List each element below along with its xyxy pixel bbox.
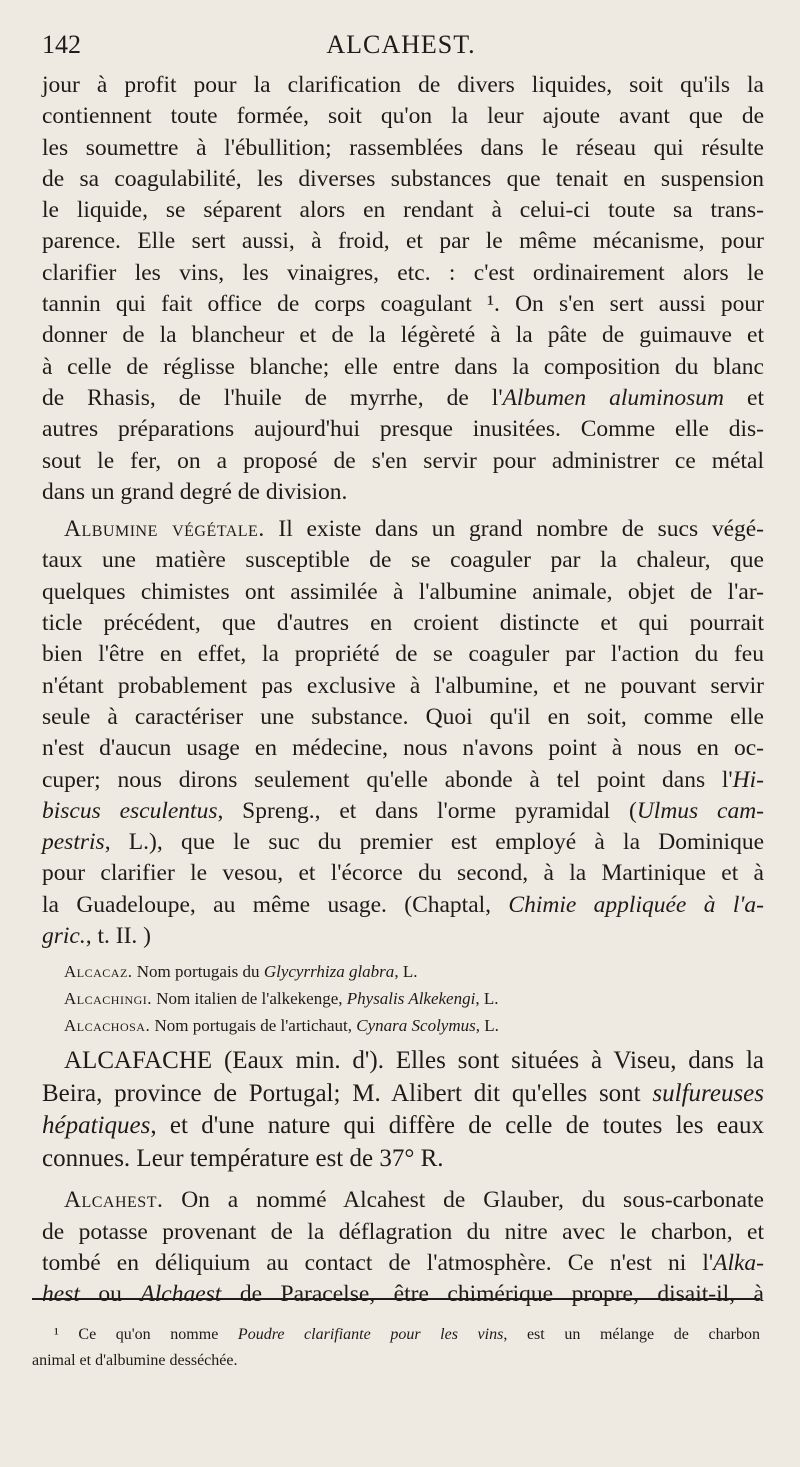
text-line: connues. Leur température est de 37° R. xyxy=(42,1144,444,1172)
page-number: 142 xyxy=(42,30,81,59)
text-line: ALCAFACHE (Eaux min. d'). Elles sont situées à Viseu, dans la xyxy=(64,1047,764,1075)
text-line xyxy=(42,827,764,858)
text-line: ticle précédent, que d'autres en croient distincte et qui pourrait xyxy=(42,610,764,637)
short-entries xyxy=(42,958,764,1039)
text-line xyxy=(42,1078,764,1111)
albumine-animale-continuation xyxy=(42,70,764,508)
latin-name: Physalis Alkekengi xyxy=(346,989,476,1009)
text-line: autres préparations aujourd'hui presque inusitées. Comme elle dis- xyxy=(42,416,764,443)
text-run: On a nommé Alcahest de Glauber, du sous-carbonate xyxy=(163,1187,764,1214)
text-line: de potasse provenant de la déflagration du nitre avec le charbon, et xyxy=(42,1218,764,1245)
text-line: le liquide, se séparent alors en rendant à celui-ci toute sa trans- xyxy=(42,197,764,224)
emphasis: sulfureuses xyxy=(652,1079,764,1107)
text-line xyxy=(42,921,764,952)
dictionary-entry xyxy=(42,958,764,985)
text-line: sout le fer, on a proposé de s'en servir pour administrer ce métal xyxy=(42,447,764,474)
entry-term: Alcacaz. xyxy=(64,962,133,982)
emphasis: Poudre clarifiante pour les vins xyxy=(237,1326,504,1343)
main-text xyxy=(42,70,764,1311)
text-line xyxy=(42,765,764,796)
book-title: gric. xyxy=(42,923,86,950)
text-line: taux une matière susceptible de se coaguler par la chaleur, que xyxy=(42,547,764,574)
text-run: ou xyxy=(79,1281,141,1308)
spacer xyxy=(42,1175,764,1185)
text-run: de Paracelse, être chimérique propre, disait-il, à xyxy=(221,1281,764,1308)
footnote-line: animal et d'albumine desséchée. xyxy=(32,1352,238,1369)
emphasis: Alka- xyxy=(713,1249,764,1276)
text-line: bien l'être en effet, la propriété de se coaguler par l'action du feu xyxy=(42,641,764,668)
text-line: à celle de réglisse blanche; elle entre dans la composition du blanc xyxy=(42,353,764,380)
latin-name: Ulmus cam- xyxy=(636,797,764,824)
text-run: , L. xyxy=(475,1016,499,1036)
text-line: contiennent toute formée, soit qu'on la leur ajoute avant que de xyxy=(42,103,764,130)
text-line xyxy=(42,1185,764,1216)
text-line: donner de la blancheur et de la légèreté à la pâte de guimauve et xyxy=(42,322,764,349)
text-line: tannin qui fait office de corps coagulant ¹. On s'en sert aussi pour xyxy=(42,291,764,318)
latin-name: Hi- xyxy=(732,766,764,793)
text-line xyxy=(42,796,764,827)
latin-name: Albumen aluminosum xyxy=(502,384,725,411)
text-line: dans un grand degré de division. xyxy=(42,478,348,505)
entry-term: Alcachosa. xyxy=(64,1016,151,1036)
alcahest-entry xyxy=(42,1185,764,1310)
text-line: seule à caractériser une substance. Quoi qu'il en soit, comme elle xyxy=(42,703,764,730)
text-line xyxy=(42,1110,764,1143)
text-run: , L. xyxy=(475,989,499,1009)
page-header xyxy=(42,22,760,62)
text-run: Nom portugais de l'artichaut, xyxy=(150,1016,357,1036)
entry-term: Alcahest. xyxy=(64,1187,164,1214)
text-line: de sa coagulabilité, les diverses substances que tenait en suspension xyxy=(42,165,764,192)
text-run: Beira, province de Portugal; M. Alibert dit qu'elles sont xyxy=(42,1079,653,1107)
text-line: les soumettre à l'ébullition; rassemblées dans le réseau qui résulte xyxy=(42,134,764,161)
text-run: , est un mélange de charbon xyxy=(503,1326,761,1343)
text-run: ¹ Ce qu'on nomme xyxy=(54,1326,238,1343)
text-line: parence. Elle sert aussi, à froid, et par le même mécanisme, pour xyxy=(42,228,764,255)
text-line: n'étant probablement pas exclusive à l'albumine, et ne pouvant servir xyxy=(42,672,764,699)
text-line xyxy=(42,1248,764,1279)
book-title: Chimie appliquée à l'a- xyxy=(508,891,764,918)
text-run: tombé en déliquium au contact de l'atmosphère. Ce n'est ni l' xyxy=(42,1249,714,1276)
text-line: de Rhasis, de l'huile de myrrhe, de l'Albumen aluminosum et xyxy=(42,384,764,411)
text-run: , Spreng., et dans l'orme pyramidal ( xyxy=(217,797,637,824)
entry-text: Il existe dans un grand nombre de sucs végé- xyxy=(278,516,765,543)
footnote xyxy=(32,1322,760,1374)
text-line: jour à profit pour la clarification de divers liquides, soit qu'ils la xyxy=(42,72,764,98)
latin-name: biscus esculentus xyxy=(42,797,218,824)
text-run: , t. II. ) xyxy=(85,923,151,950)
text-run: , et d'une nature qui diffère de celle de toutes les eaux xyxy=(150,1112,764,1140)
running-title: ALCAHEST. xyxy=(326,30,476,59)
latin-name: Glycyrrhiza glabra xyxy=(263,962,395,982)
emphasis: hest xyxy=(42,1281,80,1308)
albumine-vegetale-entry xyxy=(42,514,764,952)
text-line xyxy=(42,890,764,921)
entry-term: Albumine végétale. xyxy=(64,516,265,543)
footnote-separator xyxy=(32,1298,760,1300)
latin-name: Cynara Scolymus xyxy=(356,1016,476,1036)
entry-term: Alcachingi. xyxy=(64,989,153,1009)
text-line xyxy=(42,514,764,545)
text-run: cuper; nous dirons seulement qu'elle abonde à tel point dans l' xyxy=(42,766,733,793)
text-line xyxy=(42,1279,764,1310)
emphasis: hépatiques xyxy=(42,1112,151,1140)
text-line: n'est d'aucun usage en médecine, nous n'avons point à nous en oc- xyxy=(42,735,764,762)
alcafache-entry xyxy=(42,1045,764,1175)
text-line: quelques chimistes ont assimilée à l'albumine animale, objet de l'ar- xyxy=(42,578,764,605)
dictionary-entry xyxy=(42,985,764,1012)
emphasis: Alchaest xyxy=(140,1281,222,1308)
text-run: Nom italien de l'alkekenge, xyxy=(152,989,347,1009)
text-run: , L.), que le suc du premier est employé à la Dominique xyxy=(104,829,764,856)
text-run: la Guadeloupe, au même usage. (Chaptal, xyxy=(42,891,509,918)
dictionary-entry xyxy=(42,1012,764,1039)
latin-name: pestris xyxy=(42,829,105,856)
text-run: Nom portugais du xyxy=(132,962,264,982)
text-line: pour clarifier le vesou, et l'écorce du second, à la Martinique et à xyxy=(42,860,764,887)
footnote-line xyxy=(32,1322,760,1348)
text-run: , L. xyxy=(394,962,418,982)
text-line: clarifier les vins, les vinaigres, etc. : c'est ordinairement alors le xyxy=(42,259,764,286)
